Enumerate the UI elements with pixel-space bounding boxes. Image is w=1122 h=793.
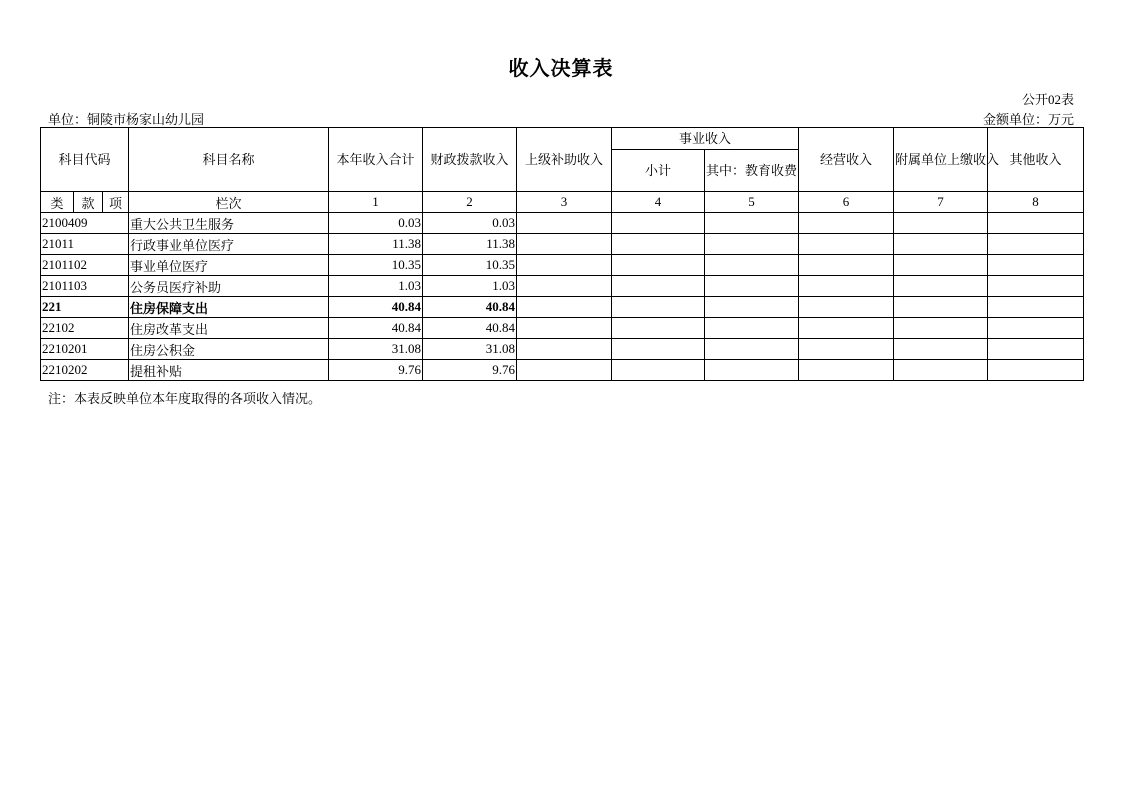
index-5: 5 bbox=[705, 192, 799, 213]
row-total: 1.03 bbox=[329, 276, 423, 297]
index-kuan: 款 bbox=[74, 192, 103, 213]
header-subject-name: 科目名称 bbox=[129, 128, 329, 192]
row-fiscal: 11.38 bbox=[423, 234, 517, 255]
header-superior-subsidy: 上级补助收入 bbox=[517, 128, 612, 192]
row-name: 事业单位医疗 bbox=[129, 255, 329, 276]
table-row bbox=[41, 297, 1084, 318]
table-row bbox=[41, 318, 1084, 339]
row-total: 40.84 bbox=[329, 318, 423, 339]
header-subtotal: 小计 bbox=[612, 150, 705, 192]
table-row bbox=[41, 339, 1084, 360]
table-row bbox=[41, 255, 1084, 276]
row-code: 2101103 bbox=[41, 276, 129, 297]
income-table bbox=[40, 127, 1084, 381]
form-number: 公开02表 bbox=[1021, 92, 1074, 107]
header-business-income: 事业收入 bbox=[612, 128, 799, 150]
header-affiliated-income: 附属单位上缴收入 bbox=[894, 128, 988, 192]
index-3: 3 bbox=[517, 192, 612, 213]
row-total: 10.35 bbox=[329, 255, 423, 276]
header-education-fee: 其中：教育收费 bbox=[705, 150, 799, 192]
row-name: 公务员医疗补助 bbox=[129, 276, 329, 297]
header-subject-code: 科目代码 bbox=[41, 128, 129, 192]
row-code: 2210202 bbox=[41, 360, 129, 381]
row-fiscal: 40.84 bbox=[423, 297, 517, 318]
index-6: 6 bbox=[799, 192, 894, 213]
index-8: 8 bbox=[988, 192, 1084, 213]
row-fiscal: 40.84 bbox=[423, 318, 517, 339]
index-lei: 类 bbox=[41, 192, 74, 213]
index-2: 2 bbox=[423, 192, 517, 213]
row-fiscal: 9.76 bbox=[423, 360, 517, 381]
currency-unit-label: 金额单位：万元 bbox=[982, 112, 1074, 127]
row-total: 9.76 bbox=[329, 360, 423, 381]
row-fiscal: 10.35 bbox=[423, 255, 517, 276]
index-xiang: 项 bbox=[103, 192, 129, 213]
row-name: 住房保障支出 bbox=[129, 297, 329, 318]
index-1: 1 bbox=[329, 192, 423, 213]
row-name: 重大公共卫生服务 bbox=[129, 213, 329, 234]
row-code: 2210201 bbox=[41, 339, 129, 360]
report-title: 收入决算表 bbox=[508, 56, 614, 80]
row-fiscal: 31.08 bbox=[423, 339, 517, 360]
row-code: 22102 bbox=[41, 318, 129, 339]
header-operating-income: 经营收入 bbox=[799, 128, 894, 192]
row-total: 31.08 bbox=[329, 339, 423, 360]
row-total: 11.38 bbox=[329, 234, 423, 255]
row-name: 行政事业单位医疗 bbox=[129, 234, 329, 255]
row-name: 住房改革支出 bbox=[129, 318, 329, 339]
row-total: 0.03 bbox=[329, 213, 423, 234]
row-code: 21011 bbox=[41, 234, 129, 255]
header-fiscal-allocation: 财政拨款收入 bbox=[423, 128, 517, 192]
row-total: 40.84 bbox=[329, 297, 423, 318]
table-row bbox=[41, 276, 1084, 297]
row-code: 2100409 bbox=[41, 213, 129, 234]
unit-label: 单位：铜陵市杨家山幼儿园 bbox=[48, 112, 205, 127]
index-7: 7 bbox=[894, 192, 988, 213]
row-fiscal: 1.03 bbox=[423, 276, 517, 297]
index-4: 4 bbox=[612, 192, 705, 213]
row-fiscal: 0.03 bbox=[423, 213, 517, 234]
table-row bbox=[41, 213, 1084, 234]
table-row bbox=[41, 234, 1084, 255]
header-other-income: 其他收入 bbox=[988, 128, 1084, 192]
table-row bbox=[41, 360, 1084, 381]
index-column: 栏次 bbox=[129, 192, 329, 213]
footnote: 注：本表反映单位本年度取得的各项收入情况。 bbox=[48, 391, 322, 406]
header-total-income: 本年收入合计 bbox=[329, 128, 423, 192]
row-code: 221 bbox=[41, 297, 129, 318]
row-name: 提租补贴 bbox=[129, 360, 329, 381]
row-code: 2101102 bbox=[41, 255, 129, 276]
row-name: 住房公积金 bbox=[129, 339, 329, 360]
